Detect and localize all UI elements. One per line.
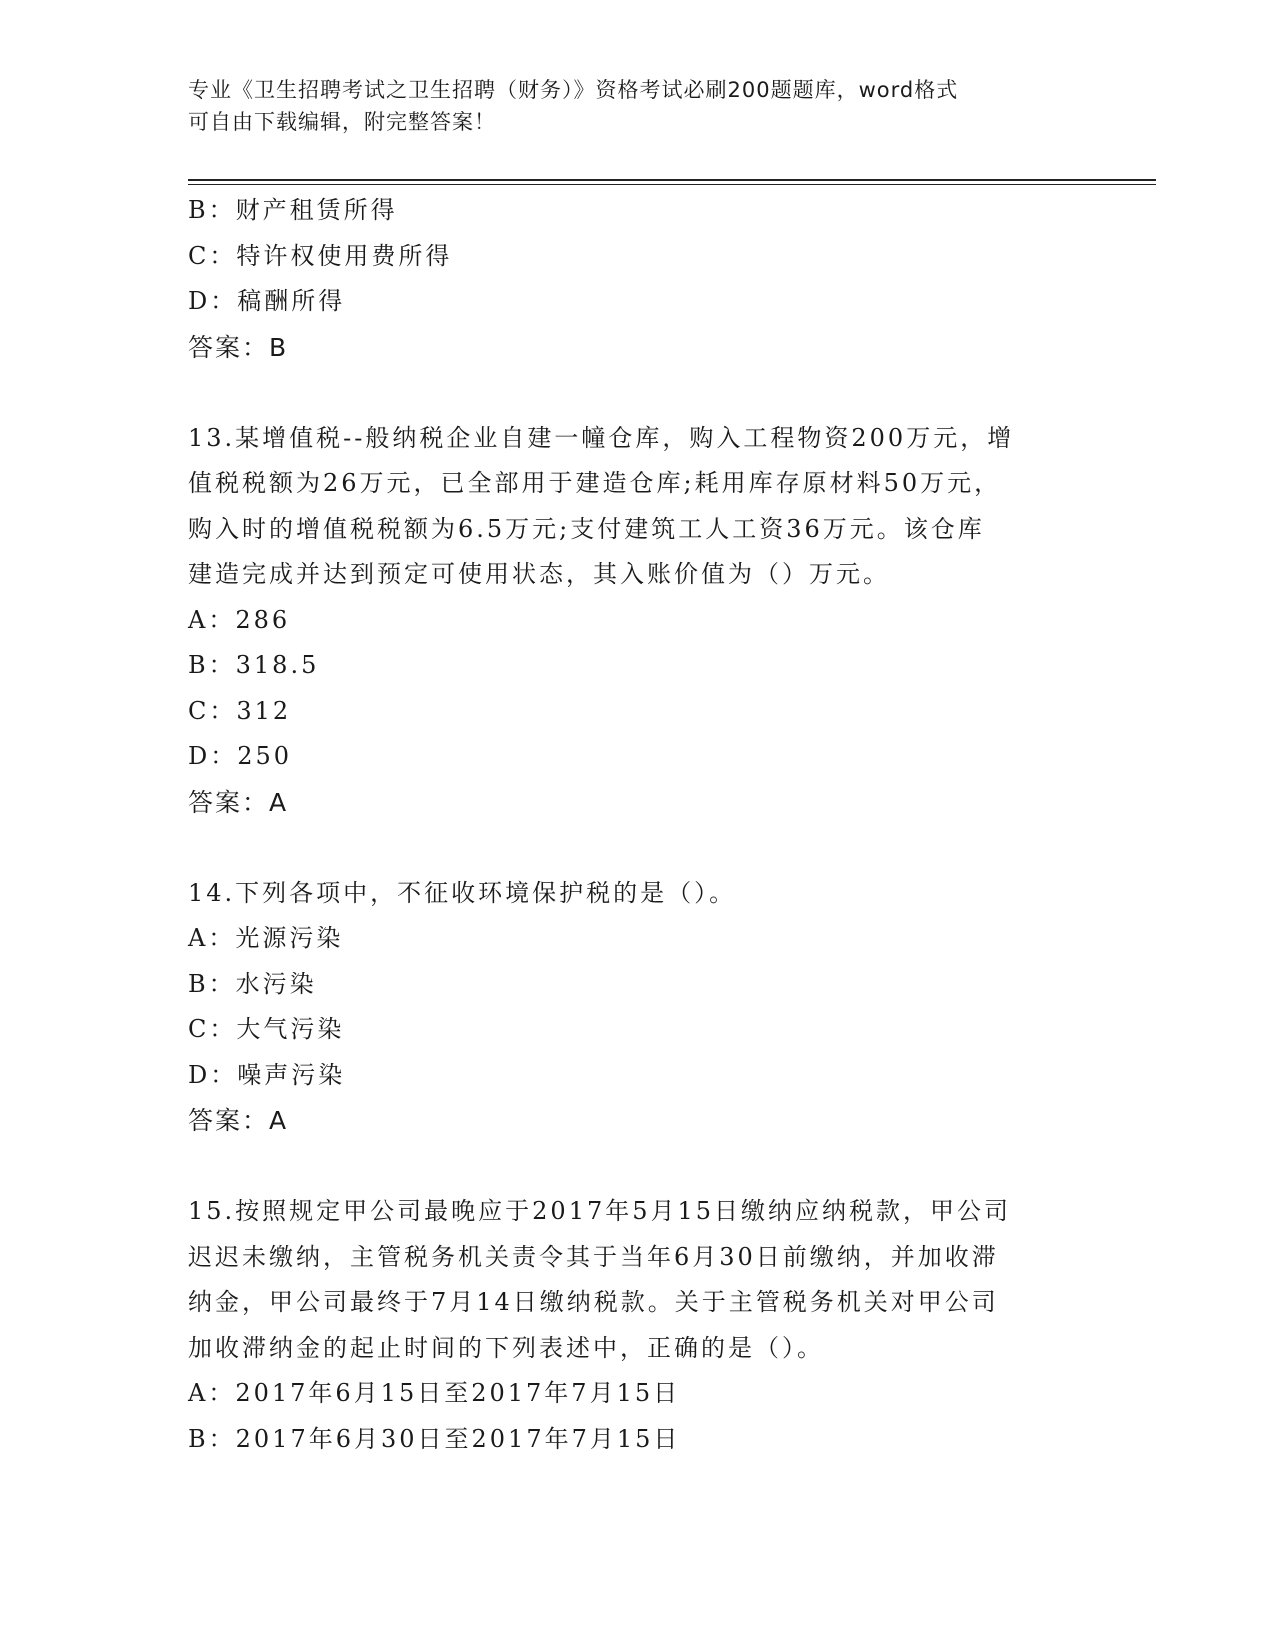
option-b: B：2017年6月30日至2017年7月15日 <box>188 1424 681 1453</box>
header-title-line-1: 专业《卫生招聘考试之卫生招聘（财务）》资格考试必刷200题题库，word格式 <box>188 78 959 102</box>
option-d: D：250 <box>188 742 293 770</box>
option-a: A：2017年6月15日至2017年7月15日 <box>188 1379 681 1407</box>
question-12 <box>188 188 1088 370</box>
spacer <box>188 825 1088 871</box>
option-b: B：318.5 <box>188 651 320 679</box>
question-stem-line: 13.某增值税--般纳税企业自建一幢仓库，购入工程物资200万元，增 <box>188 423 1015 452</box>
question-14 <box>188 871 1088 1144</box>
question-13 <box>188 416 1088 826</box>
spacer <box>188 370 1088 416</box>
option-d: D：稿酬所得 <box>188 287 346 315</box>
header-title-line-2: 可自由下载编辑，附完整答案！ <box>188 110 496 134</box>
option-c: C：特许权使用费所得 <box>188 241 453 270</box>
header-divider-thin <box>188 184 1156 185</box>
option-a: A：光源污染 <box>188 924 344 952</box>
question-stem-line: 迟迟未缴纳，主管税务机关责令其于当年6月30日前缴纳，并加收滞 <box>188 1242 999 1271</box>
option-b: B：水污染 <box>188 969 317 998</box>
option-a: A：286 <box>188 605 291 634</box>
document-header <box>188 74 1068 138</box>
question-content <box>188 188 1088 1462</box>
question-stem-line: 15.按照规定甲公司最晚应于2017年5月15日缴纳应纳税款，甲公司 <box>188 1197 1012 1225</box>
question-stem-line: 值税税额为26万元，已全部用于建造仓库;耗用库存原材料50万元， <box>188 469 1002 497</box>
option-b: B：财产租赁所得 <box>188 196 398 224</box>
option-d: D：噪声污染 <box>188 1060 346 1089</box>
question-stem-line: 纳金，甲公司最终于7月14日缴纳税款。关于主管税务机关对甲公司 <box>188 1288 999 1316</box>
question-stem-line: 加收滞纳金的起止时间的下列表述中，正确的是（）。 <box>188 1333 824 1362</box>
question-stem-line: 14.下列各项中，不征收环境保护税的是（）。 <box>188 878 737 907</box>
option-c: C：大气污染 <box>188 1015 345 1043</box>
question-stem-line: 建造完成并达到预定可使用状态，其入账价值为（）万元。 <box>188 560 890 588</box>
option-c: C：312 <box>188 696 292 725</box>
question-15 <box>188 1189 1088 1462</box>
answer-line: 答案：A <box>188 787 289 817</box>
spacer <box>188 1144 1088 1190</box>
question-stem-line: 购入时的增值税税额为6.5万元;支付建筑工人工资36万元。该仓库 <box>188 514 985 543</box>
answer-line: 答案：B <box>188 332 289 362</box>
answer-line: 答案：A <box>188 1106 289 1135</box>
header-divider-thick <box>188 179 1156 181</box>
